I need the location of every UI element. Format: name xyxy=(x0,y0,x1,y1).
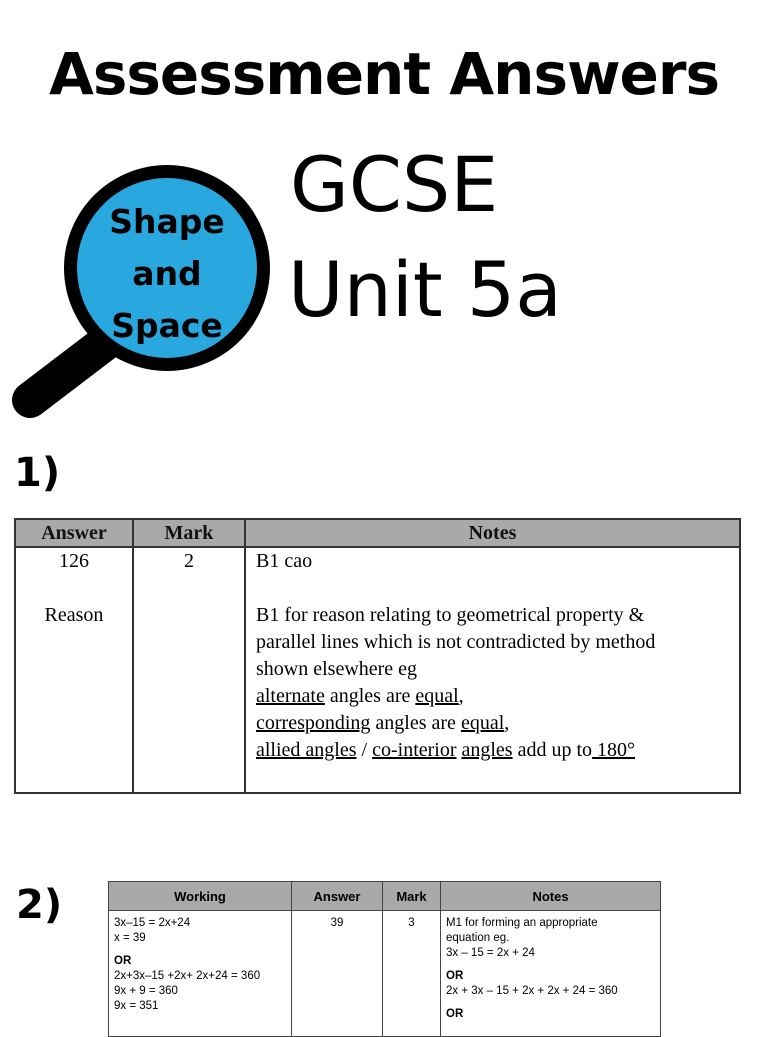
note-line: B1 cao xyxy=(256,550,313,572)
working-line: 3x–15 = 2x+24 xyxy=(114,917,191,929)
note-line: corresponding angles are equal, xyxy=(256,712,510,734)
working-line: 9x + 9 = 360 xyxy=(114,985,178,997)
header-answer: Answer xyxy=(15,519,133,547)
badge-text xyxy=(96,196,238,352)
header-answer: Answer xyxy=(292,882,383,911)
badge-line: Shape xyxy=(109,202,225,241)
mark-cell xyxy=(133,547,245,793)
answer-reason: Reason xyxy=(44,604,104,626)
question-2-number: 2) xyxy=(16,882,63,928)
table-header-row xyxy=(109,882,661,911)
badge-line: and xyxy=(132,254,202,293)
note-line: OR xyxy=(446,970,464,982)
working-line: x = 39 xyxy=(114,932,146,944)
working-line: 2x+3x–15 +2x+ 2x+24 = 360 xyxy=(114,970,261,982)
q2-markscheme-table xyxy=(108,881,661,1037)
header-working: Working xyxy=(109,882,292,911)
note-line: alternate angles are equal, xyxy=(256,685,464,707)
table-header-row xyxy=(15,519,740,547)
question-1-number: 1) xyxy=(14,450,61,496)
working-line: 9x = 351 xyxy=(114,1000,159,1012)
q1-markscheme-table xyxy=(14,518,741,794)
table-row xyxy=(15,547,740,793)
working-cell xyxy=(109,911,292,1037)
note-line: OR xyxy=(446,1008,464,1020)
answer-cell xyxy=(15,547,133,793)
subject-gcse: GCSE xyxy=(290,140,499,229)
mark-value: 3 xyxy=(408,917,415,929)
badge-line: Space xyxy=(111,306,223,345)
subject-unit: Unit 5a xyxy=(288,245,562,334)
working-line: OR xyxy=(114,955,132,967)
header-notes: Notes xyxy=(441,882,661,911)
notes-cell xyxy=(441,911,661,1037)
note-line: M1 for forming an appropriate xyxy=(446,917,598,929)
answer-cell xyxy=(292,911,383,1037)
note-line: equation eg. xyxy=(446,932,510,944)
note-line: parallel lines which is not contradicted by method xyxy=(256,631,656,653)
notes-cell xyxy=(245,547,740,793)
mark-cell xyxy=(383,911,441,1037)
note-line: allied angles / co-interior angles add up to 180° xyxy=(256,739,636,761)
table-row xyxy=(109,911,661,1037)
header-mark: Mark xyxy=(383,882,441,911)
note-line: B1 for reason relating to geometrical property & xyxy=(256,604,645,626)
answer-value: 39 xyxy=(330,917,344,929)
mark-value: 2 xyxy=(184,550,194,572)
page-title: Assessment Answers xyxy=(48,40,720,108)
answer-value: 126 xyxy=(59,550,89,572)
header-mark: Mark xyxy=(133,519,245,547)
note-line: shown elsewhere eg xyxy=(256,658,418,680)
header-notes: Notes xyxy=(245,519,740,547)
note-line: 2x + 3x – 15 + 2x + 2x + 24 = 360 xyxy=(446,985,618,997)
note-line: 3x – 15 = 2x + 24 xyxy=(446,947,535,959)
